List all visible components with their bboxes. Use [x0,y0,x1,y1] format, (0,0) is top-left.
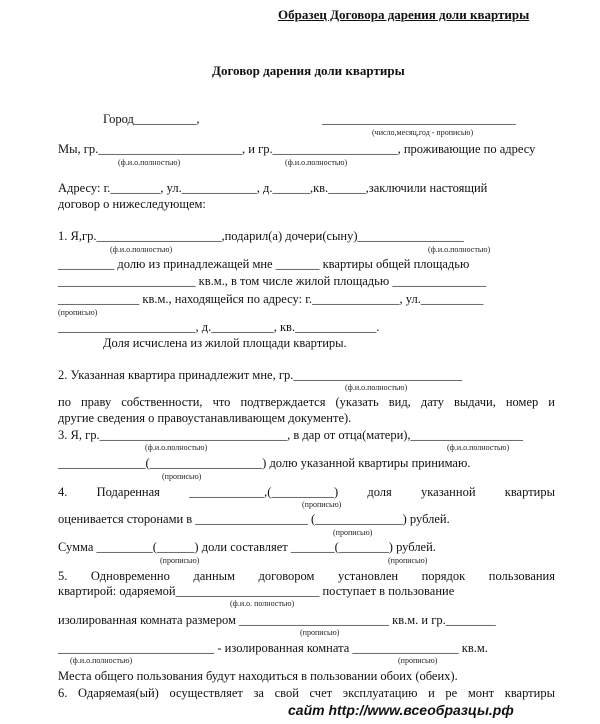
date-line: _______________________________ [322,112,516,126]
clause-3-line-1: 3. Я, гр.______________________________, в дар от отца(матери),__________________ [58,428,524,442]
clause-5-line-2: квартирой: одаряемой_______________________ поступает в пользование [58,584,455,598]
clause-5-hint-c: (ф.и.о.полностью) [70,656,133,665]
clause-1-hint-b: (ф.и.о.полностью) [428,245,491,254]
parties-line: Мы, гр._______________________, и гр.____________________, проживающие по адресу [58,142,536,156]
clause-1-line-6: Доля исчислена из жилой площади квартиры. [103,336,347,350]
clause-5-hint-a: (ф.и.о. полностью) [230,599,295,608]
clause-5-hint-d: (прописью) [398,656,438,665]
clause-5-hint-b: (прописью) [300,628,340,637]
clause-5-line-4: _________________________ - изолированная комната _________________ кв.м. [58,641,488,655]
clause-4-hint-d: (прописью) [388,556,428,565]
clause-3-hint-b: (ф.и.о.полностью) [447,443,510,452]
clause-2-line-3: другие сведения о правоустанавливающем документе). [58,411,352,425]
agreement-line: договор о нижеследующем: [58,197,206,211]
clause-1-hint-c: (прописью) [58,308,98,317]
clause-3-hint-c: (прописью) [162,472,202,481]
clause-5-line-1: 5. Одновременно данным договором установлен порядок пользования [58,569,555,583]
donor-name-hint: (ф.и.о.полностью) [118,158,181,167]
clause-2-line-2: по праву собственности, что подтверждается (указать вид, дату выдачи, номер и [58,395,555,409]
clause-6-line-1: 6. Одаряемая(ый) осуществляет за свой счет эксплуатацию и ре монт квартиры [58,686,555,700]
clause-1-hint-a: (ф.и.о.полностью) [110,245,173,254]
clause-4-hint-c: (прописью) [160,556,200,565]
clause-5-line-3: изолированная комната размером ________________________ кв.м. и гр.________ [58,613,496,627]
clause-4-line-3: Сумма _________(______) доли составляет _______(________) рублей. [58,540,436,554]
donee-name-hint: (ф.и.о.полностью) [285,158,348,167]
clause-1-line-1: 1. Я,гр.____________________,подарил(а) дочери(сыну)_________________ [58,229,464,243]
clause-4-hint-a: (прописью) [302,500,342,509]
clause-3-line-2: ______________(__________________) долю указанной квартиры принимаю. [58,456,471,470]
clause-5-line-5: Места общего пользования будут находиться в пользовании обоих (обеих). [58,669,458,683]
address-line: Адресу: г.________, ул.____________, д.______,кв.______,заключили настоящий [58,181,488,195]
sample-title: Образец Договора дарения доли квартиры [278,7,530,22]
document-title: Договор дарения доли квартиры [212,63,405,78]
clause-4-hint-b: (прописью) [333,528,373,537]
clause-4-line-2: оценивается сторонами в __________________ (______________) рублей. [58,512,450,526]
clause-2-hint: (ф.и.о.полностью) [345,383,408,392]
clause-2-line-1: 2. Указанная квартира принадлежит мне, гр.___________________________ [58,368,463,382]
clause-1-line-2: _________ долю из принадлежащей мне _______ квартиры общей площадью [58,257,470,271]
clause-1-line-5: ______________________, д.__________, кв._____________. [58,320,380,334]
clause-1-line-3: ______________________ кв.м., в том числе жилой площадью _______________ [58,274,487,288]
date-hint: (число,месяц,год - прописью) [372,128,474,137]
site-watermark: сайт http://www.всеобразцы.рф [288,702,514,718]
clause-1-line-4: _____________ кв.м., находящейся по адресу: г.______________, ул.__________ [58,292,484,306]
clause-4-line-1: 4. Подаренная ____________,(__________) доля указанной квартиры [58,485,555,499]
city-line: Город__________, [103,112,200,126]
clause-3-hint-a: (ф.и.о.полностью) [145,443,208,452]
